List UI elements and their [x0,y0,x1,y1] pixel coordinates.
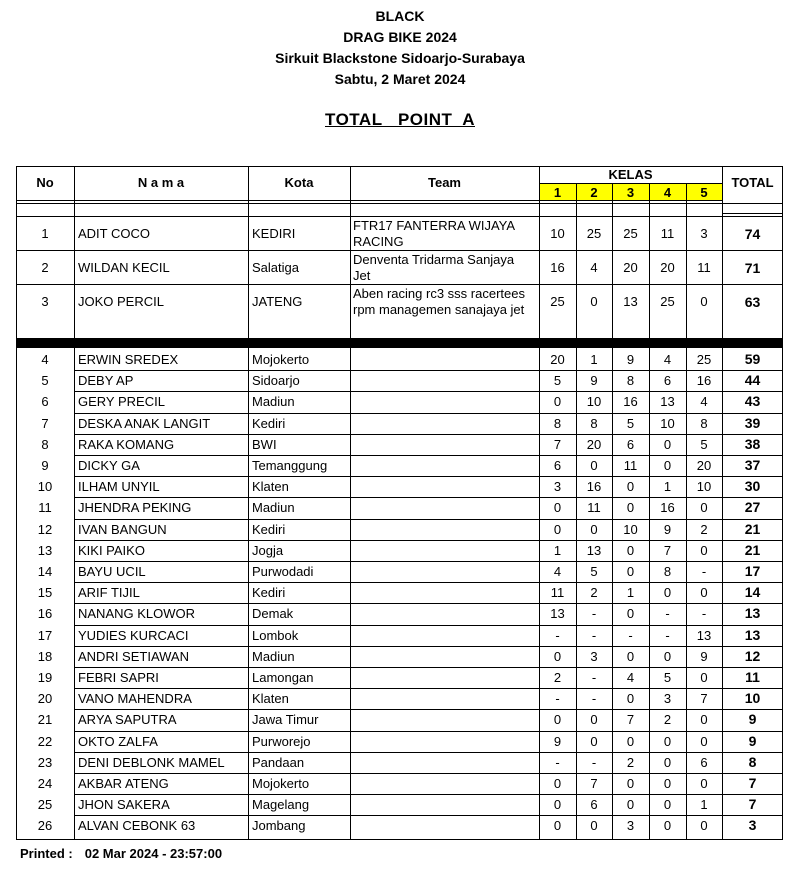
row-nama: ADIT COCO [78,226,150,241]
row-no: 18 [37,648,53,664]
row-kelas-3: 10 [623,521,638,537]
row-no: 12 [37,521,53,537]
row-total: 8 [748,753,757,770]
row-kelas-4: 0 [663,776,672,791]
row-no: 3 [41,294,49,309]
row-nama: YUDIES KURCACI [78,627,189,643]
team-line: rpm managemen sanajaya jet [353,302,525,317]
col-header-kelas-5: 5 [700,185,708,200]
row-nama: JHENDRA PEKING [78,500,192,516]
row-kota: Jawa Timur [252,712,319,728]
row-kota: Sidoarjo [252,373,300,389]
row-kelas-2: 5 [590,564,598,579]
col-header-kelas-2: 2 [590,185,598,200]
row-no: 8 [41,436,49,452]
top-three-separator [16,338,783,348]
row-kelas-5: 0 [700,585,708,601]
row-total: 14 [744,584,761,601]
row-no: 15 [37,585,53,601]
row-nama: IVAN BANGUN [78,521,167,537]
row-no: 19 [37,670,53,685]
row-kelas-2: 7 [590,776,598,791]
row-kelas-3: 3 [626,818,635,834]
row-kota: Mojokerto [252,776,310,791]
row-kelas-3: 5 [626,415,635,431]
col-header-total: TOTAL [731,175,774,190]
row-kota: Pandaan [252,754,305,770]
row-kota: Purwodadi [252,564,314,579]
col-header-team: Team [428,175,461,190]
row-nama: ALVAN CEBONK 63 [78,818,196,834]
row-kelas-5: 9 [700,648,708,664]
row-nama: DENI DEBLONK MAMEL [78,754,225,770]
row-kelas-5: 6 [700,754,708,770]
row-kelas-4: 16 [660,500,675,516]
section-title: TOTAL POINT A [325,110,475,129]
row-kelas-3: 0 [626,776,635,791]
row-kota: Klaten [252,691,289,707]
row-kelas-1: 5 [553,373,562,389]
row-kelas-3: 0 [626,733,635,749]
row-no: 14 [37,564,53,579]
row-kota: Kediri [252,521,286,537]
row-kelas-5: 10 [696,479,712,495]
row-kelas-5: 0 [700,294,708,309]
row-kelas-3: 0 [626,797,635,813]
row-kota: Temanggung [252,458,328,473]
row-total: 74 [744,226,761,242]
row-nama: DEBY AP [78,373,134,389]
col-header-kelas-1: 1 [553,185,562,200]
row-kelas-4: 2 [663,712,672,728]
row-total: 21 [744,541,761,558]
row-kelas-1: - [555,691,560,707]
row-kota: Purworejo [252,733,311,749]
row-nama: VANO MAHENDRA [78,691,192,707]
row-nama: RAKA KOMANG [78,436,175,452]
row-kelas-2: - [591,627,597,643]
row-kelas-1: 4 [553,564,562,579]
row-kelas-5: 11 [697,260,711,275]
row-no: 17 [37,627,53,643]
row-kelas-2: 2 [590,585,598,601]
row-nama: ARIF TIJIL [78,585,140,601]
row-kelas-2: - [591,606,597,622]
row-kelas-3: 2 [626,754,635,770]
row-no: 5 [41,373,49,389]
row-kelas-3: 0 [626,542,635,558]
row-kelas-4: 5 [663,670,672,685]
row-kelas-5: 1 [700,797,708,813]
row-kelas-2: 13 [586,542,602,558]
row-nama: OKTO ZALFA [78,733,158,749]
row-kelas-4: 0 [663,585,672,601]
row-kota: Madiun [252,394,295,410]
row-kelas-5: 0 [700,500,708,516]
row-kelas-1: 8 [553,415,562,431]
row-no: 22 [37,733,53,749]
row-no: 10 [37,479,53,495]
row-kelas-2: 10 [586,394,602,410]
row-kelas-1: 1 [553,542,562,558]
row-no: 6 [41,394,49,410]
row-total: 7 [748,796,757,813]
row-kelas-4: 0 [663,648,672,664]
row-kelas-1: 0 [553,712,562,728]
row-kelas-4: 0 [663,818,672,834]
row-kelas-2: 16 [586,479,602,495]
team-line: Jet [353,268,371,283]
row-nama: NANANG KLOWOR [78,606,196,622]
event-subtitle: DRAG BIKE 2024 [343,29,457,45]
printed-timestamp: 02 Mar 2024 - 23:57:00 [84,846,223,861]
row-kelas-4: - [665,606,670,622]
printed-label: Printed : [20,846,73,861]
row-kelas-2: 0 [590,521,598,537]
row-kelas-4: 0 [663,797,672,813]
row-nama: BAYU UCIL [78,564,146,579]
col-header-kelas-3: 3 [626,185,635,200]
row-kelas-5: - [701,564,707,579]
row-kelas-5: 20 [696,458,712,473]
event-venue: Sirkuit Blackstone Sidoarjo-Surabaya [275,50,525,66]
row-kelas-1: 0 [553,648,562,664]
row-kelas-2: 3 [590,648,598,664]
row-kelas-3: 0 [626,479,635,495]
row-kelas-3: 16 [623,394,638,410]
row-total: 37 [744,457,761,473]
row-kelas-3: 6 [626,436,635,452]
row-kelas-2: 4 [590,260,598,275]
row-kelas-4: 0 [663,733,672,749]
row-team [350,285,539,319]
row-kelas-3: 0 [626,648,635,664]
row-nama: WILDAN KECIL [78,260,170,275]
row-kelas-1: 13 [550,606,565,622]
row-kelas-5: 0 [700,712,708,728]
row-nama: JHON SAKERA [78,797,170,813]
row-kelas-5: 0 [700,818,708,834]
row-kota: JATENG [252,294,303,309]
row-total: 9 [748,732,757,749]
row-kelas-2: 0 [590,294,598,309]
row-team [350,251,539,285]
row-kelas-5: 13 [696,627,712,643]
row-no: 13 [37,542,53,558]
row-kota: BWI [252,436,277,452]
row-kelas-1: - [555,627,560,643]
row-kelas-5: 16 [696,373,712,389]
row-total: 44 [744,372,761,389]
row-kelas-5: 5 [700,436,708,452]
row-total: 3 [748,817,757,834]
row-kelas-1: 0 [553,797,562,813]
row-total: 17 [744,563,761,579]
row-no: 25 [37,797,53,813]
row-kelas-2: 0 [590,712,598,728]
row-total: 71 [744,260,761,276]
row-nama: ERWIN SREDEX [78,352,179,367]
row-kelas-5: 0 [700,542,708,558]
row-kelas-3: 9 [626,352,635,367]
row-nama: ANDRI SETIAWAN [78,648,189,664]
row-kelas-2: - [591,691,597,707]
event-date: Sabtu, 2 Maret 2024 [334,71,466,87]
row-no: 9 [41,458,49,473]
row-kota: Madiun [252,648,295,664]
row-kelas-1: 25 [550,294,565,309]
row-no: 20 [37,691,53,707]
row-kelas-3: 11 [623,458,638,473]
row-kelas-1: 9 [553,733,562,749]
row-total: 38 [744,435,761,452]
row-kelas-3: 1 [626,585,635,601]
row-no: 23 [37,754,53,770]
row-kelas-5: 3 [700,226,708,241]
row-nama: ILHAM UNYIL [78,479,160,495]
row-kelas-5: 0 [700,670,708,685]
row-kelas-4: 1 [663,479,672,495]
team-line: Denventa Tridarma Sanjaya [353,252,515,267]
event-title: BLACK [375,8,425,24]
row-kota: Demak [252,606,294,622]
row-kelas-5: 25 [696,352,712,367]
row-kelas-4: 0 [663,754,672,770]
printed-footer [20,846,222,861]
row-kelas-4: 8 [663,564,672,579]
row-team [350,217,539,251]
row-kelas-4: 0 [663,458,672,473]
row-kelas-1: 10 [550,226,565,241]
row-total: 11 [745,669,760,685]
row-kelas-3: 8 [626,373,635,389]
row-total: 9 [748,711,757,728]
row-kota: Kediri [252,415,286,431]
row-kelas-1: 0 [553,776,562,791]
row-kelas-4: 7 [663,542,672,558]
row-no: 2 [41,260,49,275]
col-header-nama: N a m a [137,175,185,190]
row-kelas-3: 4 [626,670,635,685]
row-kota: Mojokerto [252,352,310,367]
row-kelas-4: 9 [663,521,672,537]
col-header-kota: Kota [284,175,314,190]
row-kelas-2: 20 [586,436,602,452]
row-kelas-3: - [628,627,633,643]
row-kelas-2: 8 [590,415,598,431]
row-total: 30 [744,478,761,495]
row-kelas-3: 20 [623,260,638,275]
row-kelas-2: 25 [586,226,602,241]
row-kelas-1: 0 [553,394,562,410]
row-total: 43 [744,393,761,410]
row-nama: FEBRI SAPRI [78,670,159,685]
row-kelas-2: - [591,670,597,685]
row-kelas-4: 6 [663,373,672,389]
row-kelas-2: 0 [590,733,598,749]
row-kelas-1: 16 [550,260,565,275]
row-kelas-5: 8 [700,415,708,431]
row-kelas-1: 20 [550,352,565,367]
row-kelas-1: 3 [553,479,562,495]
row-kota: Jombang [252,818,306,834]
row-no: 4 [41,352,49,367]
row-kota: Jogja [252,542,284,558]
row-nama: DICKY GA [78,458,140,473]
row-kelas-2: 11 [587,500,601,516]
row-kelas-2: 1 [590,352,598,367]
row-kelas-1: 11 [550,585,565,601]
row-kelas-5: 2 [700,521,708,537]
row-no: 1 [41,226,49,241]
row-kelas-1: 0 [553,500,562,516]
col-header-kelas-4: 4 [663,185,672,200]
row-kelas-1: - [555,754,560,770]
row-total: 12 [744,647,761,664]
row-kelas-5: 0 [700,733,708,749]
row-kelas-5: 4 [700,394,708,410]
row-nama: DESKA ANAK LANGIT [78,415,211,431]
row-nama: ARYA SAPUTRA [78,712,177,728]
row-no: 11 [38,500,52,516]
row-nama: JOKO PERCIL [78,294,164,309]
row-total: 13 [744,605,761,622]
row-nama: GERY PRECIL [78,394,165,410]
row-kelas-5: 7 [700,691,708,707]
row-kelas-3: 0 [626,691,635,707]
row-total: 13 [744,626,761,643]
row-kota: Madiun [252,500,295,516]
row-kelas-5: 0 [700,776,708,791]
col-header-no: No [36,175,54,190]
row-no: 16 [37,606,53,622]
row-total: 7 [748,775,757,791]
row-total: 21 [744,520,761,537]
row-kelas-2: - [591,754,597,770]
row-kota: Magelang [252,797,310,813]
row-kelas-3: 7 [626,712,635,728]
row-kelas-5: - [701,606,707,622]
team-line: FTR17 FANTERRA WIJAYA [353,218,516,233]
row-kelas-2: 9 [590,373,598,389]
row-total: 39 [744,414,761,431]
points-table [16,166,783,840]
row-kota: Salatiga [252,260,299,275]
row-no: 7 [41,415,49,431]
col-header-kelas: KELAS [608,167,653,182]
row-kelas-3: 0 [626,606,635,622]
row-kelas-1: 0 [553,521,562,537]
row-total: 27 [744,499,761,516]
row-kelas-4: 10 [660,415,675,431]
row-kelas-1: 2 [553,670,562,685]
row-nama: AKBAR ATENG [78,776,169,791]
row-kelas-2: 0 [590,458,598,473]
row-total: 59 [744,351,761,367]
row-kelas-3: 0 [626,564,635,579]
row-kelas-2: 0 [590,818,598,834]
row-kelas-2: 6 [590,797,598,813]
row-total: 10 [744,690,761,707]
row-kota: KEDIRI [252,226,296,241]
row-kelas-4: 0 [663,436,672,452]
row-kota: Lombok [252,627,299,643]
row-total: 63 [744,294,761,310]
row-kelas-4: 3 [663,691,672,707]
row-no: 24 [37,776,53,791]
row-kota: Lamongan [252,670,314,685]
row-nama: KIKI PAIKO [78,542,145,558]
row-kelas-4: - [665,627,670,643]
row-kelas-4: 20 [660,260,675,275]
row-kota: Klaten [252,479,289,495]
row-kelas-4: 25 [660,294,675,309]
row-no: 21 [37,712,53,728]
row-kelas-1: 0 [553,818,562,834]
row-kelas-1: 6 [553,458,562,473]
team-line: RACING [353,234,404,249]
row-kelas-4: 4 [663,352,672,367]
row-no: 26 [37,818,53,834]
row-kelas-1: 7 [553,436,562,452]
row-kelas-4: 11 [660,226,675,241]
row-kelas-4: 13 [660,394,675,410]
team-line: Aben racing rc3 sss racertees [353,286,525,301]
row-kota: Kediri [252,585,286,601]
row-kelas-3: 13 [623,294,638,309]
row-kelas-3: 25 [623,226,638,241]
row-kelas-3: 0 [626,500,635,516]
